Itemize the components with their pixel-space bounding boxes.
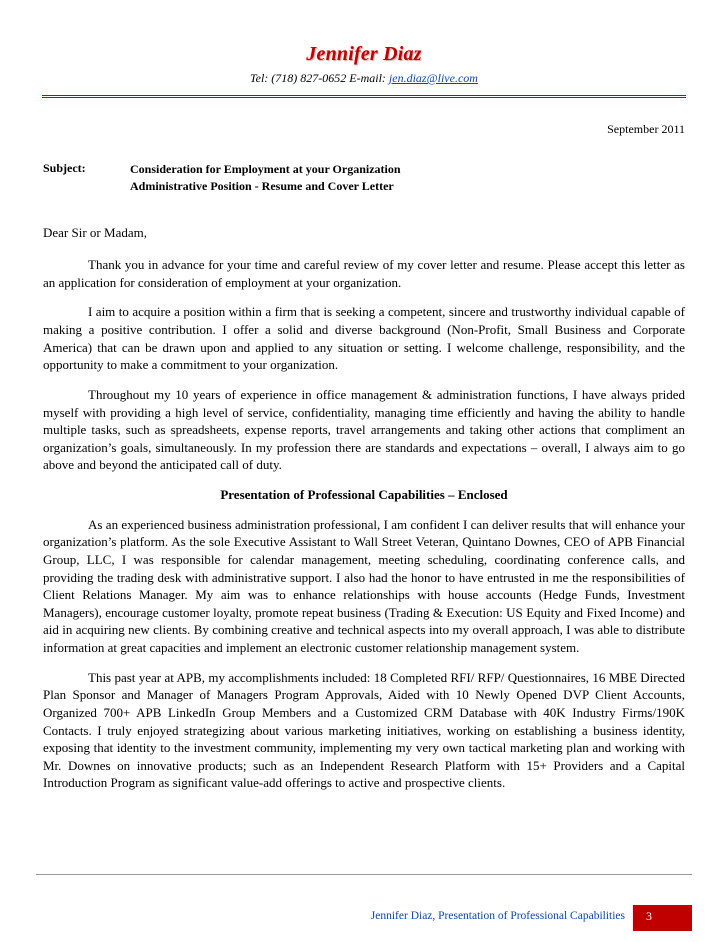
subject-line-2: Administrative Position - Resume and Cover Letter bbox=[130, 179, 394, 193]
subject-block bbox=[130, 161, 401, 195]
subject-line-1: Consideration for Employment at your Organization bbox=[130, 162, 401, 176]
contact-line bbox=[0, 71, 728, 86]
letter-date: September 2011 bbox=[607, 122, 685, 136]
page-footer bbox=[371, 905, 692, 931]
page-number: 3 bbox=[633, 905, 692, 931]
paragraph-experience: Throughout my 10 years of experience in office management & administration functions, I have always prided myself with providing a high level of service, confidentiality, managing time efficiently and having the ability to handle multiple tasks, such as spreadsheets, expense reports, travel arrangements and taking other actions that compliment an organization’s goals, simultaneously. In my profession there are standards and expectations – overall, I always aim to go above and beyond the anticipated call of duty. bbox=[43, 386, 685, 473]
subject-label: Subject: bbox=[43, 161, 86, 175]
header-divider bbox=[42, 95, 686, 98]
footer-title: Jennifer Diaz, Presentation of Professional Capabilities bbox=[370, 910, 625, 922]
footer-divider bbox=[36, 874, 692, 875]
paragraph-intro: Thank you in advance for your time and careful review of my cover letter and resume. Please accept this letter as an application for consideration of employment at your organization. bbox=[43, 257, 685, 290]
contact-phone: Tel: (718) 827-0652 E-mail: bbox=[250, 71, 389, 85]
letter-body bbox=[43, 256, 685, 804]
paragraph-role: As an experienced business administration professional, I am confident I can deliver results that will enhance your organization’s platform. As the sole Executive Assistant to Wall Street Veteran, Quintano Downes, CEO of APB Financial Group, LLC, I was responsible for calendar management, meeting scheduling, coordinating conference calls, and providing the trading desk with administrative support. I also had the honor to have entrusted in me the responsibilities of Client Relations Manager. My aim was to enhance relationships with house accounts (Hedge Funds, Investment Managers), encourage customer loyalty, promote repeat business (Trading & Execution: US Equity and Fixed Income) and aid in acquiring new clients. By combining creative and technical aspects into my overall approach, I was able to distribute information at great capacities and implement an electronic customer relationship management system. bbox=[43, 516, 685, 656]
section-heading: Presentation of Professional Capabilities – Enclosed bbox=[220, 487, 508, 503]
salutation: Dear Sir or Madam, bbox=[43, 225, 147, 240]
email-link[interactable]: jen.diaz@live.com bbox=[388, 71, 478, 85]
author-name: Jennifer Diaz bbox=[306, 43, 422, 65]
paragraph-accomplishments: This past year at APB, my accomplishments included: 18 Completed RFI/ RFP/ Questionnaires, 16 MBE Directed Plan Sponsor and Manager of Managers Program Approvals, Aided with 10 Newly Opened DVP Client Accounts, Organized 700+ APB LinkedIn Group Members and a Customized CRM Database with 40K Industry Firms/190K Contacts. I truly enjoyed strategizing about various marketing initiatives, working on establishing a business identity, exposing that identity to the investment community, implementing my very own tactical marketing plan and working with Mr. Downes on innovative products; such as an Independent Research Platform with 15+ Providers and a Capital Introduction Program as significant value-add offerings to active and prospective clients. bbox=[43, 669, 685, 791]
paragraph-objective: I aim to acquire a position within a firm that is seeking a competent, sincere and trustworthy individual capable of making a positive contribution. I offer a solid and diverse background (Non-Profit, Small Business and Corporate America) that can be drawn upon and applied to any situation or setting. I welcome challenge, responsibility, and the opportunity to make a commitment to your organization. bbox=[43, 304, 685, 373]
